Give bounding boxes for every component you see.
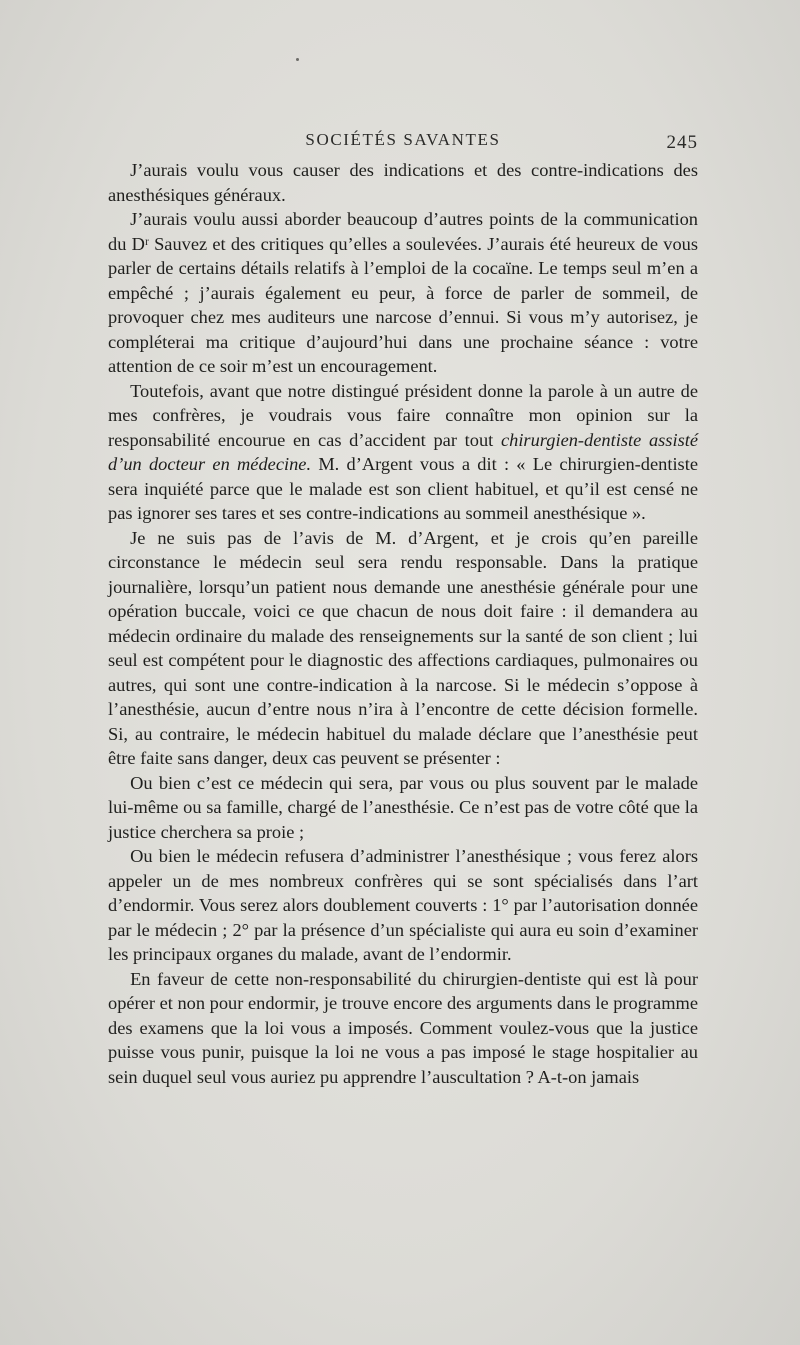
paragraph-6: Ou bien le médecin refusera d’administrer l’anesthésique ; vous ferez alors appeler un de mes nombreux confrères qui se sont spécialisés dans l’art d’endormir. Vous serez alors doublement couverts : 1° par l’autorisation donnée par le médecin ; 2° par la présence d’un spécialiste qui aura eu soin d’examiner les principaux organes du malade, avant de l’endormir. [108,846,698,964]
paper-speck [296,58,299,61]
paragraph-3 [108,379,698,526]
paragraph-2: J’aurais voulu aussi aborder beaucoup d’autres points de la communication du Dʳ Sauvez et des critiques qu’elles a soulevées. J’aurais été heureux de vous parler de certains détails relatifs à l’emploi de la cocaïne. Le temps seul m’en a empêché ; j’aurais également eu peur, à force de parler de sommeil, de provoquer chez mes auditeurs une narcose d’ennui. Si vous m’y autorisez, je compléterai ma critique d’aujourd’hui dans une prochaine séance : votre attention de ce soir m’est un encouragement. [108,209,698,376]
running-head [108,130,698,156]
page-number: 245 [666,132,698,153]
paragraph-5: Ou bien c’est ce médecin qui sera, par vous ou plus souvent par le malade lui-même ou sa famille, chargé de l’anesthésie. Ce n’est pas de votre côté que la justice cherchera sa proie ; [108,772,698,842]
italic-phrase: chirurgien-dentiste assisté d’un docteur en médecine. [108,429,698,474]
body-text [108,158,698,1089]
paragraph-1: J’aurais voulu vous causer des indications et des contre-indications des anesthésiques généraux. [108,160,698,205]
paragraph-4: Je ne suis pas de l’avis de M. d’Argent, et je crois qu’en pareille circonstance le médecin seul sera rendu responsable. Dans la pratique journalière, lorsqu’un patient nous demande une anesthésie générale pour une opération buccale, voici ce que chacun de nous doit faire : il demandera au médecin ordinaire du malade des renseignements sur la santé de son client ; lui seul est compétent pour le diagnostic des affections cardiaques, pulmonaires ou autres, qui sont une contre-indication à la narcose. Si le médecin s’oppose à l’anesthésie, aucun d’entre nous n’ira à l’encontre de cette décision formelle. Si, au contraire, le médecin habituel du malade déclare que l’anesthésie peut être faite sans danger, deux cas peuvent se présenter : [108,527,698,768]
paragraph-3-text-start: Toutefois, avant que notre distingué président donne la parole à un autre de mes confrères, je voudrais vous faire connaître mon opinion sur la responsabilité encourue en cas d’accident par tout [108,380,698,450]
paragraph-7: En faveur de cette non-responsabilité du chirurgien-dentiste qui est là pour opérer et non pour endormir, je trouve encore des arguments dans le programme des examens que la loi vous a imposés. Comment voulez-vous que la justice puisse vous punir, puisque la loi ne vous a pas imposé le stage hospitalier au sein duquel seul vous auriez pu apprendre l’auscultation ? A-t-on jamais [108,968,698,1087]
running-title: SOCIÉTÉS SAVANTES [305,130,501,149]
paragraph-3-text-end: M. d’Argent vous a dit : « Le chirurgien-dentiste sera inquiété parce que le malade est son client habituel, et qu’il est censé ne pas ignorer ses tares et ses contre-indications au sommeil anesthésique ». [108,454,698,523]
